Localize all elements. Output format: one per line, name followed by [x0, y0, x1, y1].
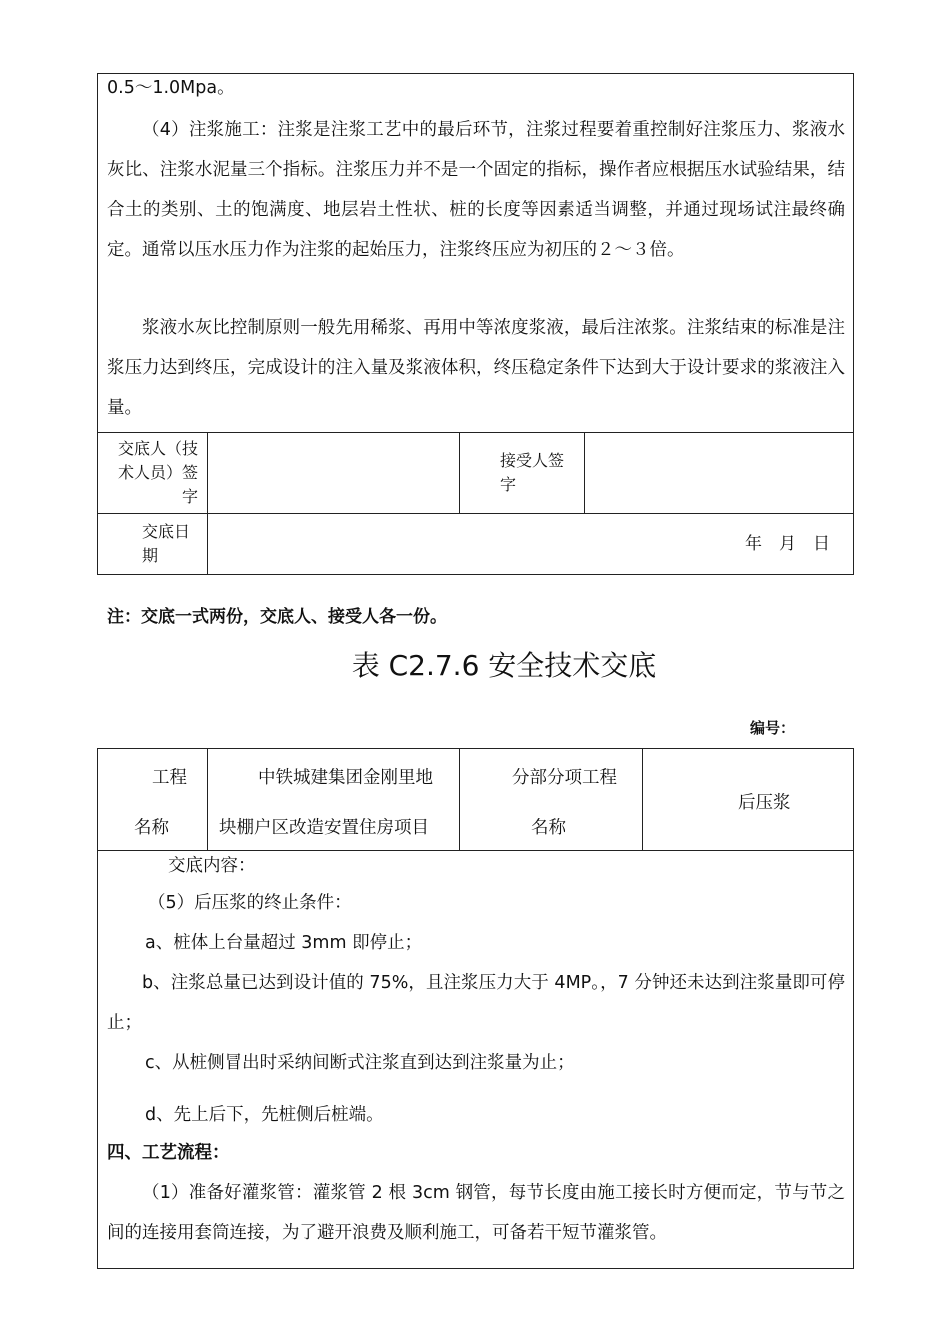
project-name-label-line2: 名称 [134, 818, 169, 838]
divider [207, 432, 208, 574]
divider [97, 850, 854, 851]
condition-b: b、注浆总量已达到设计值的 75%，且注浆压力大于 4MP。，7 分钟还未达到注浆量即可停止； [107, 973, 845, 1033]
subproject-name-label-line2: 名称 [531, 818, 566, 838]
paragraph-grouting-construction: （4）注浆施工：注浆是注浆工艺中的最后环节，注浆过程要着重控制好注浆压力、浆液水灰比、注浆水泥量三个指标。注浆压力并不是一个固定的指标，操作者应根据压水试验结果，结合土的类别、土的饱满度、地层岩土性状、桩的长度等因素适当调整，并通过现场试注最终确定。通常以压水压力作为注浆的起始压力，注浆终压应为初压的２～３倍。 [107, 120, 845, 260]
form-title: 表 C2.7.6 安全技术交底 [351, 649, 657, 682]
subproject-name-value: 后压浆 [738, 793, 791, 813]
divider [459, 748, 460, 850]
disclosure-date-value[interactable]: 年 月 日 [745, 534, 830, 554]
project-name-label-line1: 工程 [152, 768, 187, 788]
divider [207, 748, 208, 850]
termination-conditions-heading: （5）后压浆的终止条件： [148, 893, 352, 913]
condition-d: d、先上后下，先桩侧后桩端。 [145, 1105, 384, 1125]
discloser-signature-field[interactable] [209, 434, 457, 511]
code-label: 编号： [750, 719, 796, 737]
receiver-signature-field[interactable] [586, 434, 852, 511]
project-name-value-line2: 块棚户区改造安置住房项目 [219, 818, 429, 838]
divider [584, 432, 585, 513]
paragraph-pressure-range: 0.5～1.0Mpa。 [107, 78, 235, 98]
copies-note: 注：交底一式两份，交底人、接受人各一份。 [107, 607, 447, 627]
divider [642, 748, 643, 850]
content-label: 交底内容： [168, 856, 256, 876]
step-1-prepare-grout-pipe: （1）准备好灌浆管：灌浆管 2 根 3cm 钢管，每节长度由施工接长时方便而定，节与节之间的连接用套筒连接，为了避开浪费及顺利施工，可备若干短节灌浆管。 [107, 1183, 845, 1243]
project-name-value-line1: 中铁城建集团金刚里地 [258, 768, 433, 788]
subproject-name-label-line1: 分部分项工程 [512, 768, 617, 788]
discloser-signature-label: 交底人（技术人员）签字 [117, 439, 198, 506]
divider [97, 513, 854, 514]
condition-c: c、从桩侧冒出时采纳间断式注浆直到达到注浆量为止； [145, 1053, 575, 1073]
receiver-signature-label: 接受人签字 [500, 451, 565, 494]
divider [459, 432, 460, 513]
paragraph-water-cement-ratio: 浆液水灰比控制原则一般先用稀浆、再用中等浓度浆液，最后注浓浆。注浆结束的标准是注浆压力达到终压，完成设计的注入量及浆液体积，终压稳定条件下达到大于设计要求的浆液注入量。 [107, 318, 845, 418]
divider [97, 432, 854, 433]
disclosure-date-label: 交底日期 [142, 522, 191, 565]
condition-a: a、桩体上台量超过 3mm 即停止； [145, 933, 423, 953]
process-flow-heading: 四、工艺流程： [107, 1143, 230, 1163]
